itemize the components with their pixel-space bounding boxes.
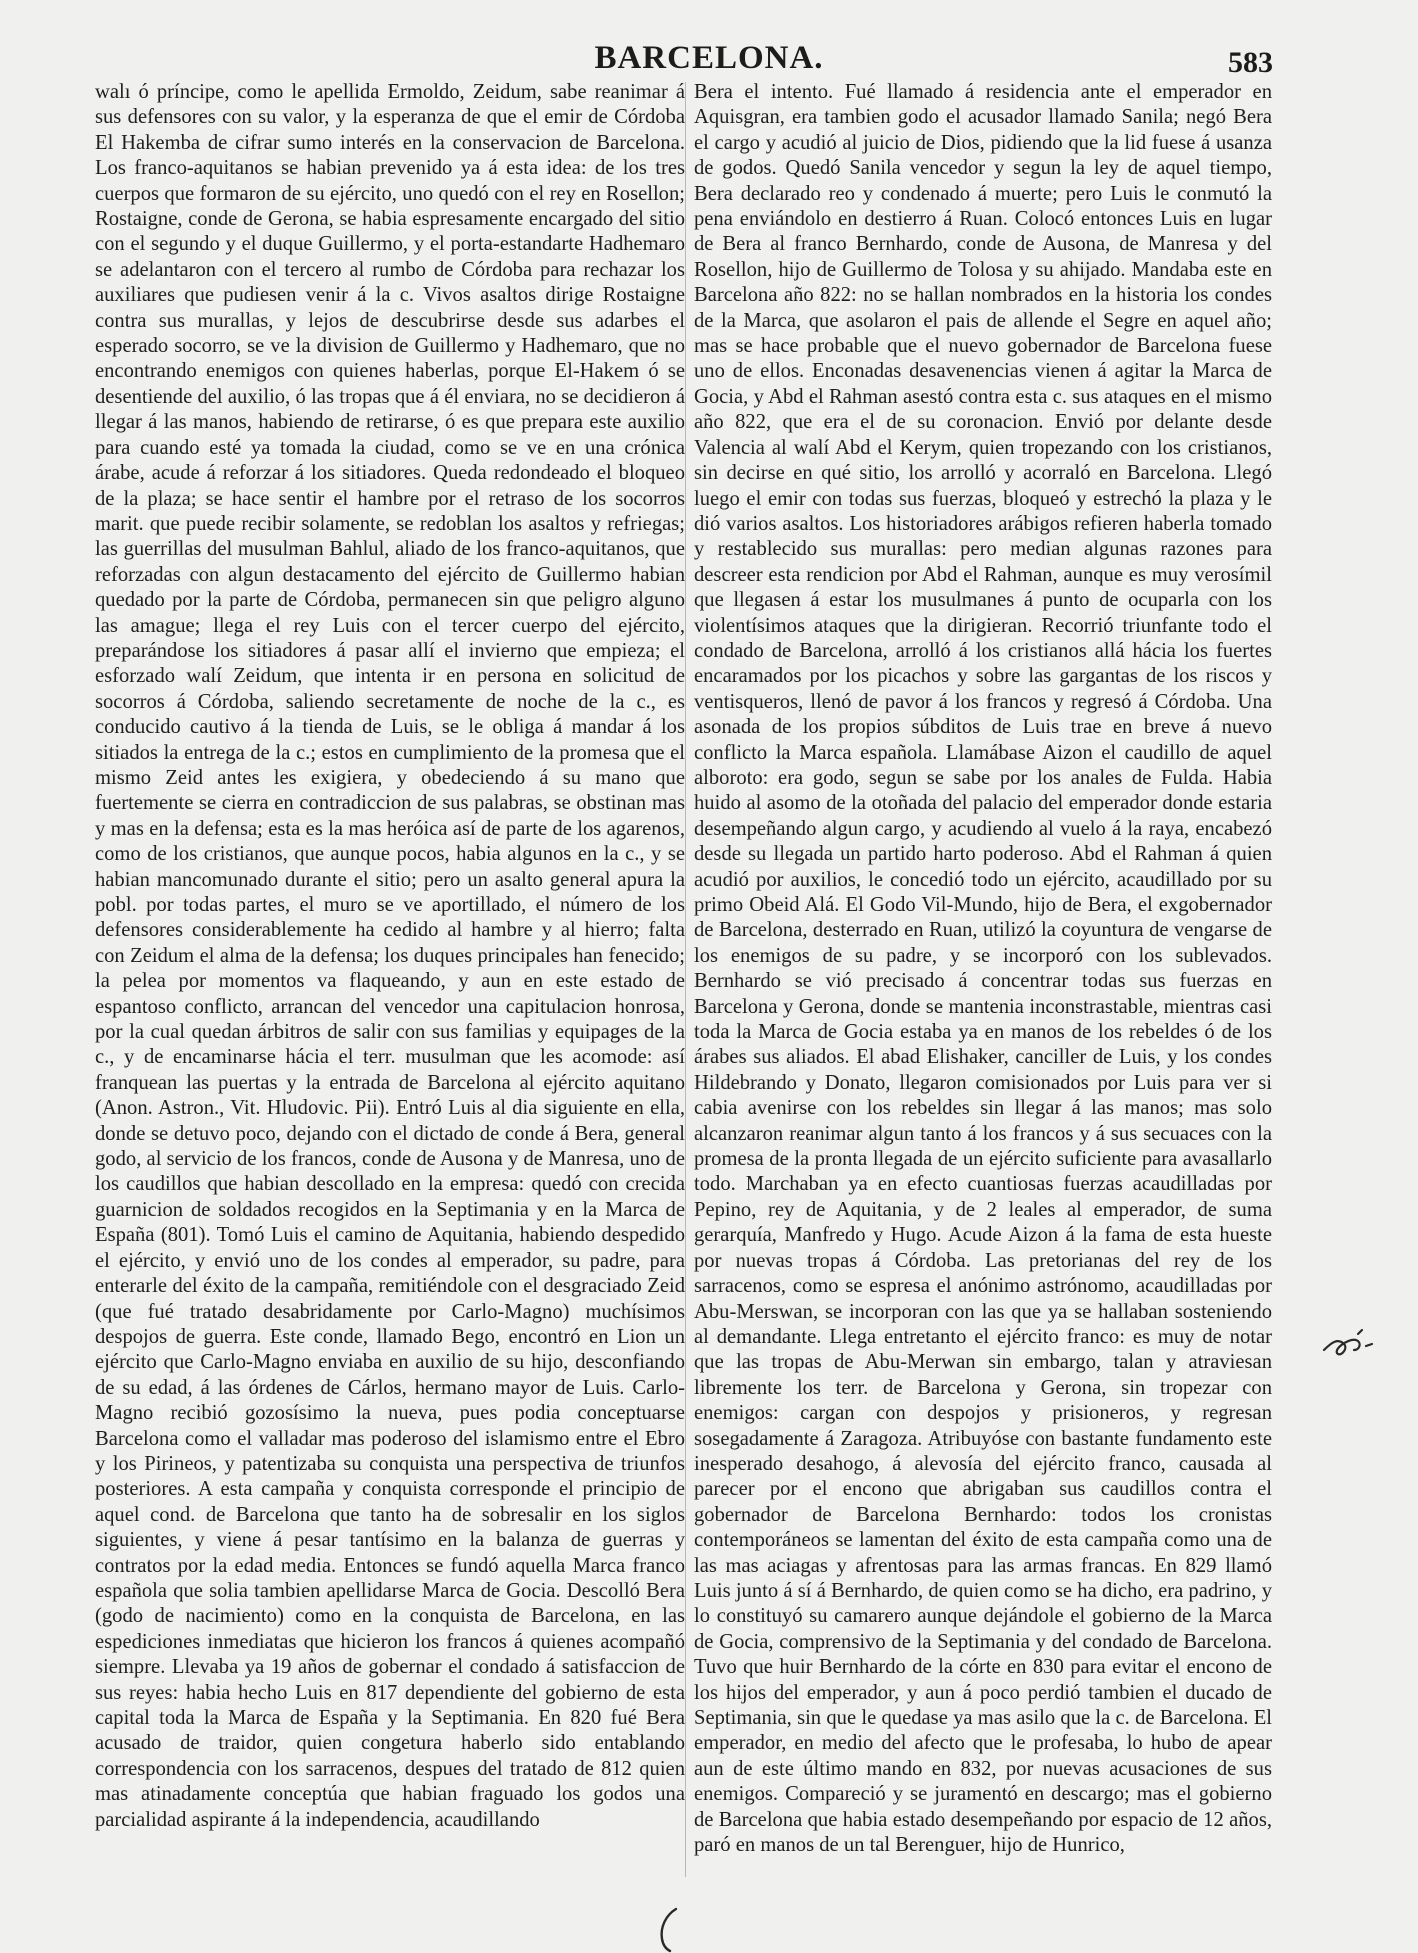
running-head: BARCELONA.	[594, 40, 824, 76]
page-header	[0, 40, 1418, 84]
column-divider	[685, 82, 686, 1877]
right-column-text: Bera el intento. Fué llamado á residencia ante el emperador en Aquisgran, era tambien godo el acusador llamado Sanila; negó Bera el cargo y acudió al juicio de Dios, pidiendo que la lid fuese á usanza de godos. Quedó Sanila vencedor y segun la ley de aquel tiempo, Bera declarado reo y condenado á muerte; pero Luis le conmutó la pena enviándolo en destierro á Ruan. Colocó entonces Luis en lugar de Bera al franco Bernhardo, conde de Ausona, de Manresa y del Rosellon, hijo de Guillermo de Tolosa y su ahijado. Mandaba este en Barcelona año 822: no se hallan nombrados en la historia los condes de la Marca, que asolaron el pais de allende el Segre en aquel año; mas se hace probable que el nuevo gobernador de Barcelona fuese uno de ellos. Enconadas desavenencias vienen á agitar la Marca de Gocia, y Abd el Rahman asestó contra esta c. sus ataques en el mismo año 822, que era el de su coronacion. Envió por delante desde Valencia al walí Abd el Kerym, quien tropezando con los cristianos, sin decirse en qué sitio, los arrolló y acorraló en Barcelona. Llegó luego el emir con todas sus fuerzas, bloqueó y estrechó la plaza y le dió varios asaltos. Los historiadores arábigos refieren haberla tomado y restablecido sus murallas: pero median algunas razones para descreer esta rendicion por Abd el Rahman, aunque es muy verosímil que llegasen á estar los musulmanes á punto de ocuparla con los violentísimos ataques que la dirigieran. Recorrió triunfante todo el condado de Barcelona, arrolló á los cristianos allá hácia los fuertes encaramados por los picachos y sobre las gargantas de los riscos y ventisqueros, llenó de pavor á los francos y regresó á Córdoba. Una asonada de los propios súbditos de Luis trae en breve á nuevo conflicto la Marca española. Llamábase Aizon el caudillo de aquel alboroto: era godo, segun se sabe por los anales de Fulda. Habia huido al asomo de la otoñada del palacio del emperador donde estaria desempeñando algun cargo, y acudiendo al vuelo á la raya, encabezó desde su llegada un partido harto poderoso. Abd el Rahman á quien acudió por auxilios, le concedió todo un ejército, acaudillado por su primo Obeid Alá. El Godo Vil-Mundo, hijo de Bera, el exgobernador de Barcelona, desterrado en Ruan, utilizó la coyuntura de vengarse de los enemigos de su padre, y se incorporó con los sublevados. Bernhardo se vió precisado á concentrar todas sus fuerzas en Barcelona y Gerona, donde se mantenia inconstrastable, mientras casi toda la Marca de Gocia estaba ya en manos de los rebeldes ó de los árabes sus aliados. El abad Elishaker, canciller de Luis, y los condes Hildebrando y Donato, llegaron comisionados por Luis para ver si cabia avenirse con los rebeldes sin llegar á las manos; mas solo alcanzaron reanimar algun tanto á los francos y á sus secuaces con la promesa de la pronta llegada de un ejército suficiente para avasallarlo todo. Marchaban ya en efecto cuantiosas fuerzas acaudilladas por Pepino, rey de Aquitania, y de 2 leales al emperador, de suma gerarquía, Manfredo y Hugo. Acude Aizon á la fama de esta hueste por nuevas tropas á Córdoba. Las pretorianas del rey de los sarracenos, como se espresa el anónimo astrónomo, acaudilladas por Abu-Merswan, se incorporan con las que ya se hallaban sosteniendo al demandante. Llega entretanto el ejército franco: es muy de notar que las tropas de Abu-Merwan sin embargo, talan y atraviesan libremente los terr. de Barcelona y Gerona, sin tropezar con enemigos: cargan con despojos y prisioneros, y regresan sosegadamente á Zaragoza. Atribuyóse con bastante fundamento este inesperado desahogo, á alevosía del ejército franco, causada al parecer por el encono que abrigaban sus caudillos contra el gobernador de Barcelona Bernhardo: todos los cronistas contemporáneos se lamentan del éxito de esta campaña como una de las mas aciagas y afrentosas para las armas francas. En 829 llamó Luis junto á sí á Bernhardo, de quien como se ha dicho, era padrino, y lo constituyó su camarero aunque dejándole el gobierno de la Marca de Gocia, comprensivo de la Septimania y del condado de Barcelona. Tuvo que huir Bernhardo de la córte en 830 para evitar el encono de los hijos del emperador, y aun á poco perdió tambien el ducado de Septimania, sin que le quedase ya mas asilo que la c. de Barcelona. El emperador, en medio del afecto que le profesaba, lo hubo de apear aun de este último mando en 832, por nuevas acusaciones de sus enemigos. Compareció y se juramentó en descargo; mas el gobierno de Barcelona que habia estado desempeñando por espacio de 12 años, paró en manos de un tal Berenguer, hijo de Hunrico,	[694, 81, 1272, 1857]
pen-stroke-icon	[650, 1905, 690, 1953]
right-column	[694, 80, 1272, 1900]
page-number: 583	[1228, 46, 1273, 79]
pen-scribble-icon	[1318, 1320, 1378, 1370]
left-column-text: walı ó príncipe, como le apellida Ermoldo, Zeidum, sabe reanimar á sus defensores con su valor, y la esperanza de que el emir de Córdoba El Hakemba de cifrar sumo interés en la conservacion de Barcelona. Los franco-aquitanos se habian prevenido ya á esta idea: de los tres cuerpos que formaron de su ejército, uno quedó con el rey en Rosellon; Rostaigne, conde de Gerona, se habia espresamente encargado del sitio con el segundo y el duque Guillermo, y el porta-estandarte Hadhemaro se adelantaron con el tercero al rumbo de Córdoba para rechazar los auxiliares que pudiesen venir á la c. Vivos asaltos dirige Rostaigne contra sus murallas, y lejos de descubrirse desde sus adarbes el esperado socorro, se ve la division de Guillermo y Hadhemaro, que no encontrando enemigos con quienes haberlas, porque El-Hakem ó se desentiende del auxilio, ó las tropas que á él enviara, no se decidieron á llegar á las manos, habiendo de retirarse, ó es que prepara este auxilio para cuando esté ya tomada la ciudad, como se ve en una crónica árabe, acude á reforzar á los sitiadores. Queda redondeado el bloqueo de la plaza; se hace sentir el hambre por el retraso de los socorros marit. que puede recibir solamente, se redoblan los asaltos y refriegas; las guerrillas del musulman Bahlul, aliado de los franco-aquitanos, que reforzadas con algun destacamento del ejército de Guillermo habian quedado por la parte de Córdoba, permanecen sin que peligro alguno las amague; llega el rey Luis con el tercer cuerpo del ejército, preparándose los sitiadores á pasar allí el invierno que empieza; el esforzado walí Zeidum, que intenta ir en persona en solicitud de socorros á Córdoba, saliendo secretamente de noche de la c., es conducido cautivo á la tienda de Luis, se le obliga á mandar á los sitiados la entrega de la c.; estos en cumplimiento de la promesa que el mismo Zeid antes les exigiera, y obedeciendo á su mano que fuertemente se cierra en contradiccion de sus palabras, se obstinan mas y mas en la defensa; esta es la mas heróica así de parte de los agarenos, como de los cristianos, que aunque pocos, habia algunos en la c., y se habian mancomunado durante el sitio; pero un asalto general apura la pobl. por todas partes, el muro se ve aportillado, el número de los defensores considerablemente ha cedido al hambre y al hierro; falta con Zeidum el alma de la defensa; los duques principales han fenecido; la pelea por momentos va flaqueando, y aun en este estado de espantoso conflicto, arrancan del vencedor una capitulacion honrosa, por la cual quedan árbitros de salir con sus familias y equipages de la c., y de encaminarse hácia el terr. musulman que les acomode: así franquean las puertas y la entrada de Barcelona al ejército aquitano (Anon. Astron., Vit. Hludovic. Pii). Entró Luis al dia siguiente en ella, donde se detuvo poco, dejando con el dictado de conde á Bera, general godo, al servicio de los francos, conde de Ausona y de Manresa, uno de los caudillos que habian descollado en la empresa: quedó con crecida guarnicion de soldados recogidos en la Septimania y en la Marca de España (801). Tomó Luis el camino de Aquitania, habiendo despedido el ejército, y envió uno de los condes al emperador, su padre, para enterarle del éxito de la campaña, remitiéndole con el desgraciado Zeid (que fué tratado desabridamente por Carlo-Magno) muchísimos despojos de guerra. Este conde, llamado Bego, encontró en Lion un ejército que Carlo-Magno enviaba en auxilio de su hijo, desconfiando de su edad, á las órdenes de Cárlos, hermano mayor de Luis. Carlo-Magno recibió gozosísimo la nueva, pues podia conceptuarse Barcelona como el valladar mas poderoso del islamismo entre el Ebro y los Pirineos, y patentizaba su conquista una perspectiva de triunfos posteriores. A esta campaña y conquista corresponde el principio de aquel cond. de Barcelona que tanto ha de sobresalir en los siglos siguientes, y viene á pesar tantísimo en la balanza de guerras y contratos por la edad media. Entonces se fundó aquella Marca franco española que solia tambien apellidarse Marca de Gocia. Descolló Bera (godo de nacimiento) como en la conquista de Barcelona, en las espediciones inmediatas que hicieron los francos á quienes acompañó siempre. Llevaba ya 19 años de gobernar el condado á satisfaccion de sus reyes: habia hecho Luis en 817 dependiente del gobierno de esta capital toda la Marca de España y la Septimania. En 820 fué Bera acusado de traidor, quien congetura haberlo sido entablando correspondencia con los sarracenos, despues del tratado de 812 quien mas atinadamente conceptúa que habian fraguado los godos una parcialidad aspirante á la independencia, acaudillando	[95, 81, 685, 1831]
left-column	[95, 80, 685, 1900]
